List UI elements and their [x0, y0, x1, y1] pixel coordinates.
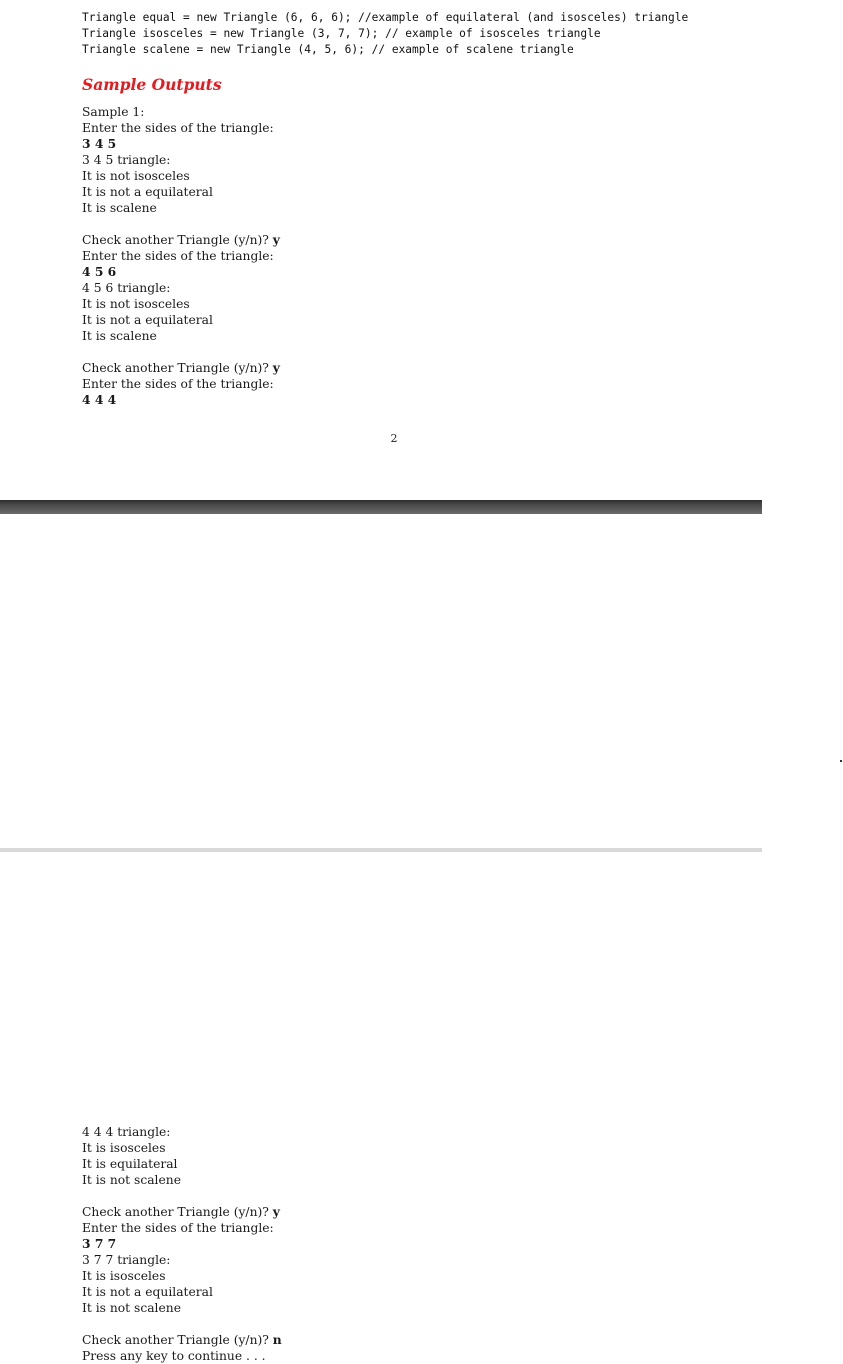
sample-output-console-page-2	[82, 1124, 282, 1364]
output-line-text: Press any key to continue . . .	[82, 1349, 266, 1363]
output-line-text: Check another Triangle (y/n)?	[82, 361, 273, 375]
output-line-text: 3 7 7	[82, 1236, 117, 1251]
output-line	[82, 1236, 282, 1252]
output-line	[82, 376, 280, 392]
page-separator	[0, 500, 762, 514]
output-line	[82, 248, 280, 264]
output-line-text: Enter the sides of the triangle:	[82, 249, 274, 263]
output-line	[82, 392, 280, 408]
user-answer: y	[272, 1204, 280, 1219]
output-line-text: 3 4 5 triangle:	[82, 153, 171, 167]
output-line	[82, 136, 280, 152]
output-line-text: It is not scalene	[82, 1173, 181, 1187]
output-line	[82, 104, 280, 120]
output-line	[82, 1268, 282, 1284]
page-bottom-edge	[0, 848, 762, 852]
code-line: Triangle isosceles = new Triangle (3, 7, 7); // example of isosceles triangle	[82, 27, 601, 40]
output-line	[82, 152, 280, 168]
output-line	[82, 264, 280, 280]
output-line-text: It is not a equilateral	[82, 313, 213, 327]
output-line-text: It is not a equilateral	[82, 185, 213, 199]
sample-outputs-heading: Sample Outputs	[82, 75, 222, 94]
output-line	[82, 1156, 282, 1172]
output-line-text: Enter the sides of the triangle:	[82, 1221, 274, 1235]
output-line-text: Enter the sides of the triangle:	[82, 377, 274, 391]
output-line	[82, 1124, 282, 1140]
output-line	[82, 120, 280, 136]
output-line-text: Check another Triangle (y/n)?	[82, 1205, 273, 1219]
output-line-text: It is not a equilateral	[82, 1285, 213, 1299]
output-line	[82, 1284, 282, 1300]
output-line-text: Check another Triangle (y/n)?	[82, 233, 273, 247]
output-line-text: It is not isosceles	[82, 297, 190, 311]
page-number: 2	[390, 432, 398, 445]
output-line-text: 4 4 4 triangle:	[82, 1125, 171, 1139]
output-line-text: 4 4 4	[82, 392, 117, 407]
blank-line	[82, 1188, 282, 1204]
output-line	[82, 200, 280, 216]
output-line-text: It is not scalene	[82, 1301, 181, 1315]
output-line-text: 3 4 5	[82, 136, 117, 151]
output-line-text: It is isosceles	[82, 1141, 166, 1155]
output-line	[82, 168, 280, 184]
output-line-text: Sample 1:	[82, 105, 145, 119]
output-line-text: It is scalene	[82, 201, 157, 215]
blank-line	[82, 216, 280, 232]
code-line: Triangle equal = new Triangle (6, 6, 6); //example of equilateral (and isosceles) triangle	[82, 11, 689, 24]
code-snippet	[82, 10, 688, 58]
output-line	[82, 328, 280, 344]
output-line	[82, 1140, 282, 1156]
output-line	[82, 1204, 282, 1220]
user-answer: y	[272, 360, 280, 375]
output-line	[82, 280, 280, 296]
output-line	[82, 1332, 282, 1348]
sample-output-console-page-1	[82, 104, 280, 408]
output-line-text: It is isosceles	[82, 1269, 166, 1283]
output-line-text: 4 5 6 triangle:	[82, 281, 171, 295]
output-line-text: 4 5 6	[82, 264, 117, 279]
output-line	[82, 1172, 282, 1188]
user-answer: y	[272, 232, 280, 247]
user-answer: n	[272, 1332, 282, 1347]
output-line	[82, 184, 280, 200]
output-line	[82, 1300, 282, 1316]
output-line	[82, 1220, 282, 1236]
output-line-text: 3 7 7 triangle:	[82, 1253, 171, 1267]
blank-line	[82, 344, 280, 360]
output-line-text: It is equilateral	[82, 1157, 178, 1171]
code-line: Triangle scalene = new Triangle (4, 5, 6); // example of scalene triangle	[82, 43, 574, 56]
output-line	[82, 1252, 282, 1268]
output-line-text: Enter the sides of the triangle:	[82, 121, 274, 135]
output-line	[82, 360, 280, 376]
document-page-1	[0, 0, 762, 500]
output-line	[82, 296, 280, 312]
blank-line	[82, 1316, 282, 1332]
output-line-text: It is not isosceles	[82, 169, 190, 183]
output-line-text: Check another Triangle (y/n)?	[82, 1333, 273, 1347]
output-line	[82, 312, 280, 328]
output-line	[82, 232, 280, 248]
output-line-text: It is scalene	[82, 329, 157, 343]
document-page-2	[0, 514, 762, 1363]
scroll-marker	[840, 760, 842, 762]
output-line	[82, 1348, 282, 1364]
